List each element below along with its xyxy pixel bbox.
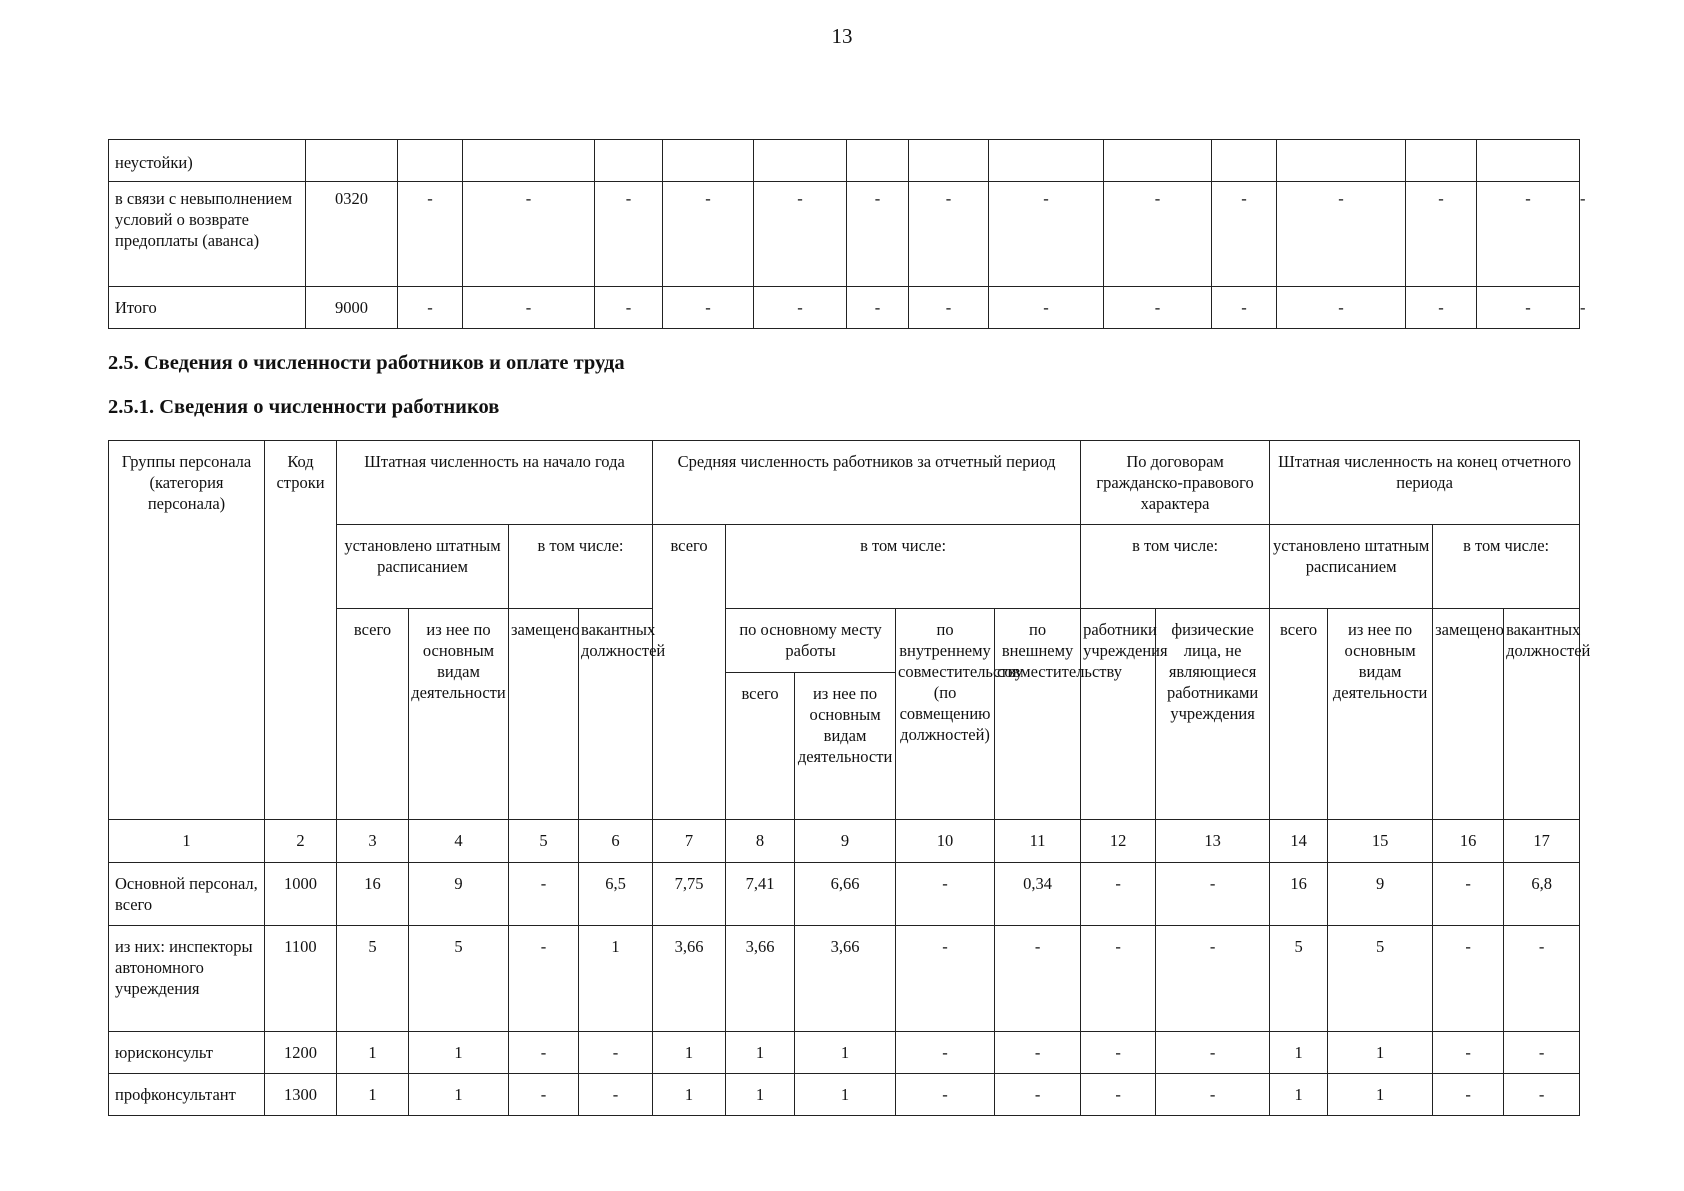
table-cell: 9 [1328,863,1433,926]
table-row: Итого 9000 - - - - - - - - - - - - - - [109,287,1580,329]
table-cell: 1 [1270,1032,1328,1074]
table-cell: - [1433,1032,1504,1074]
row-label: неустойки) [109,140,306,182]
table-cell: - [1156,1074,1270,1116]
header-start-year: Штатная численность на начало года [337,441,653,525]
table-cell: 6,8 [1504,863,1580,926]
row-label: в связи с невыполнением условий о возврате предоплаты (аванса) [109,182,306,287]
table-cell: - [398,287,463,329]
table-cell: - [1504,926,1580,1032]
table-cell: 16 [337,863,409,926]
column-number: 11 [995,820,1081,863]
table-cell: 1 [409,1032,509,1074]
table-cell [595,140,663,182]
table-cell [754,140,847,182]
table-cell: 1 [1270,1074,1328,1116]
row-code: 1300 [265,1074,337,1116]
table-cell: - [1433,926,1504,1032]
table-cell: - [754,287,847,329]
table-row: в связи с невыполнением условий о возврате предоплаты (аванса) 0320 - - - - - - - - - - - - - - [109,182,1580,287]
table-cell: - [847,287,909,329]
header-end-filled: замещено [1433,609,1504,820]
table-cell: - [579,1032,653,1074]
table-cell: 6,66 [795,863,896,926]
table-cell: 1 [653,1074,726,1116]
header-including-average: в том числе: [726,525,1081,609]
header-including-civil: в том числе: [1081,525,1270,609]
table-cell: 1 [1328,1032,1433,1074]
subsection-title: 2.5.1. Сведения о численности работников [108,396,500,418]
header-civil-contracts: По договорам гражданско-правового характера [1081,441,1270,525]
table-row [109,140,1580,182]
table-cell: - [1406,182,1477,287]
table-cell: - [1104,182,1212,287]
table-cell: - [1406,287,1477,329]
table-cell: 16 [1270,863,1328,926]
column-number: 4 [409,820,509,863]
table-cell: 5 [409,926,509,1032]
table-cell: 7,41 [726,863,795,926]
table-cell [1212,140,1277,182]
header-established-end: установлено штатным расписанием [1270,525,1433,609]
column-number: 8 [726,820,795,863]
continued-table [108,139,1586,329]
row-label: Основной персонал, всего [109,863,265,926]
staff-count-table [108,440,1591,1116]
table-cell: - [896,1074,995,1116]
table-cell: - [509,863,579,926]
row-label: из них: инспекторы автономного учреждения [109,926,265,1032]
table-cell: - [663,182,754,287]
table-cell: - [509,1074,579,1116]
table-cell: - [595,287,663,329]
column-number: 16 [1433,820,1504,863]
header-end-vacant: вакантных должностей [1504,609,1580,820]
table-cell: - [896,863,995,926]
table-cell: 1 [337,1074,409,1116]
header-start-filled: замещено [509,609,579,820]
table-cell: - [989,287,1104,329]
column-number: 5 [509,820,579,863]
table-row [109,1074,1580,1116]
table-cell: 3,66 [653,926,726,1032]
table-cell: 1 [653,1032,726,1074]
table-cell: - [509,1032,579,1074]
table-cell: - [909,287,989,329]
column-number: 6 [579,820,653,863]
table-cell: - [1433,863,1504,926]
page-number: 13 [831,24,853,48]
table-cell: 1 [795,1032,896,1074]
table-cell: - [995,926,1081,1032]
table-cell: - [463,287,595,329]
header-main-place-from-main: из нее по основным видам деятельности [795,673,896,820]
column-number-row [109,820,1580,863]
header-code: Код строки [265,441,337,820]
section-title: 2.5. Сведения о численности работников и оплате труда [108,352,625,374]
table-cell: - [1156,926,1270,1032]
table-cell: - [1504,1032,1580,1074]
table-cell [1104,140,1212,182]
table-cell: - [995,1074,1081,1116]
column-number: 10 [896,820,995,863]
table-cell: - [1433,1074,1504,1116]
table-cell: 1 [726,1074,795,1116]
header-average-total: всего [653,525,726,820]
table-cell [1406,140,1477,182]
header-institution-workers: работники учреждения [1081,609,1156,820]
table-cell: - [995,1032,1081,1074]
column-number: 7 [653,820,726,863]
table-cell: - [1504,1074,1580,1116]
table-cell: 5 [337,926,409,1032]
table-cell: 1 [795,1074,896,1116]
row-code: 0320 [306,182,398,287]
table-cell: 7,75 [653,863,726,926]
column-number: 17 [1504,820,1580,863]
column-number: 15 [1328,820,1433,863]
staff-table-body [109,441,1591,1116]
header-start-total: всего [337,609,409,820]
continued-table-body [109,140,1586,329]
table-cell [1477,140,1580,182]
column-number: 2 [265,820,337,863]
table-cell: - [595,182,663,287]
table-cell: - [463,182,595,287]
header-including-start: в том числе: [509,525,653,609]
header-start-from-main: из нее по основным видам деятельности [409,609,509,820]
table-cell [1277,140,1406,182]
table-cell: - [1277,287,1406,329]
column-number: 1 [109,820,265,863]
row-label: Итого [109,287,306,329]
table-cell [847,140,909,182]
column-number: 14 [1270,820,1328,863]
header-end-period: Штатная численность на конец отчетного периода [1270,441,1580,525]
column-number: 3 [337,820,409,863]
table-cell [463,140,595,182]
header-internal: по внутреннему совместительству (по совмещению должностей) [896,609,995,820]
table-cell: - [509,926,579,1032]
table-cell: - [1081,863,1156,926]
table-cell: 1 [726,1032,795,1074]
table-cell: 6,5 [579,863,653,926]
table-cell: 0,34 [995,863,1081,926]
table-cell: 3,66 [795,926,896,1032]
table-cell: - [1212,287,1277,329]
table-cell: - [1081,926,1156,1032]
table-cell: - [1156,1032,1270,1074]
table-cell: 5 [1328,926,1433,1032]
table-cell: - [896,1032,995,1074]
table-cell: 1 [337,1032,409,1074]
row-code: 1000 [265,863,337,926]
header-start-vacant: вакантных должностей [579,609,653,820]
row-code [306,140,398,182]
header-individuals: физические лица, не являющиеся работниками учреждения [1156,609,1270,820]
table-cell: - [1081,1074,1156,1116]
table-cell: - [1477,287,1580,329]
table-cell: - [663,287,754,329]
table-cell: - [579,1074,653,1116]
table-cell: 9 [409,863,509,926]
header-main-place-total: всего [726,673,795,820]
table-row [109,926,1580,1032]
table-cell: - [896,926,995,1032]
header-row-1 [109,441,1580,525]
header-established-start: установлено штатным расписанием [337,525,509,609]
table-cell [398,140,463,182]
column-number: 12 [1081,820,1156,863]
row-code: 1200 [265,1032,337,1074]
row-label: профконсультант [109,1074,265,1116]
table-row [109,863,1580,926]
table-cell: 1 [1328,1074,1433,1116]
table-cell [909,140,989,182]
table-cell: 1 [579,926,653,1032]
row-code: 9000 [306,287,398,329]
table-cell: - [989,182,1104,287]
table-cell: - [909,182,989,287]
column-number: 13 [1156,820,1270,863]
table-cell: - [1212,182,1277,287]
table-cell [989,140,1104,182]
table-cell: - [754,182,847,287]
table-cell: 3,66 [726,926,795,1032]
table-cell: 5 [1270,926,1328,1032]
header-average: Средняя численность работников за отчетный период [653,441,1081,525]
table-cell: - [1477,182,1580,287]
header-including-end: в том числе: [1433,525,1580,609]
header-main-place: по основному месту работы [726,609,896,673]
header-end-total: всего [1270,609,1328,820]
table-cell: - [1104,287,1212,329]
table-cell: - [1277,182,1406,287]
header-group: Группы персонала (категория персонала) [109,441,265,820]
table-cell [663,140,754,182]
table-cell: - [1156,863,1270,926]
column-number: 9 [795,820,896,863]
table-cell: - [847,182,909,287]
table-cell: - [398,182,463,287]
table-cell: - [1081,1032,1156,1074]
table-cell: 1 [409,1074,509,1116]
table-row [109,1032,1580,1074]
row-label: юрисконсульт [109,1032,265,1074]
row-code: 1100 [265,926,337,1032]
header-external: по внешнему совместительству [995,609,1081,820]
header-end-from-main: из нее по основным видам деятельности [1328,609,1433,820]
